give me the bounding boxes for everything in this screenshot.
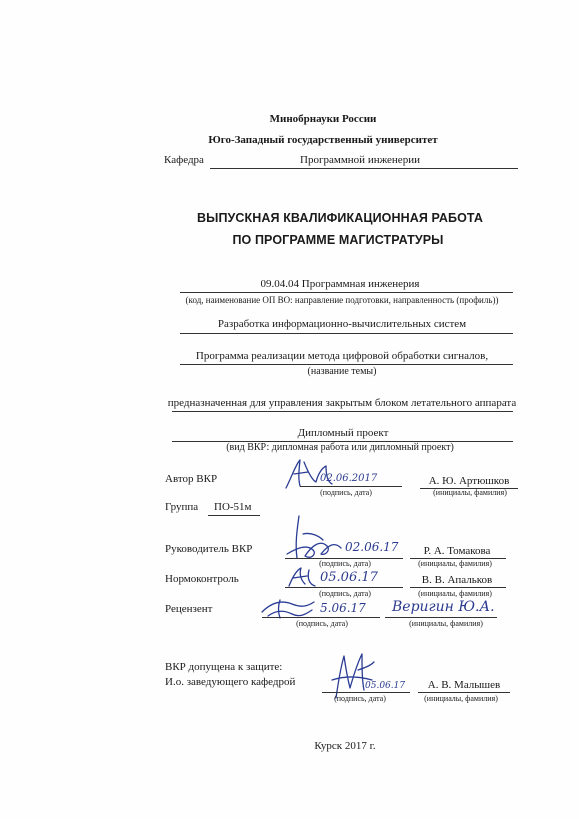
program-code: 09.04.04 Программная инженерия: [260, 278, 420, 290]
admission-line2: И.о. заведующего кафедрой: [165, 676, 296, 688]
program-profile: Разработка информационно-вычислительных систем: [217, 318, 467, 330]
department-value: Программной инженерии: [300, 154, 420, 166]
work-type-value: Дипломный проект: [297, 427, 389, 439]
author-sign-underline: [300, 486, 402, 487]
head-sign-underline: [322, 692, 410, 693]
topic-line2: предназначенная для управления закрытым блоком летательного аппарата: [167, 397, 517, 409]
admission-line1: ВКР допущена к защите:: [165, 661, 283, 673]
profile-underline: [180, 333, 513, 334]
topic-caption: (название темы): [307, 366, 377, 377]
head-name: А. В. Малышев: [427, 679, 501, 691]
normcontrol-name-underline: [410, 587, 506, 588]
normcontrol-name: В. В. Апальков: [421, 574, 493, 586]
city-year: Курск 2017 г.: [314, 740, 376, 752]
reviewer-sign-date: 5.06.17: [320, 601, 366, 615]
normcontrol-label: Нормоконтроль: [165, 573, 239, 585]
supervisor-sign-caption: (подпись, дата): [319, 559, 371, 568]
reviewer-sign-caption: (подпись, дата): [296, 619, 348, 628]
topic-line1: Программа реализации метода цифровой обработки сигналов,: [195, 350, 489, 362]
supervisor-label: Руководитель ВКР: [165, 543, 253, 555]
normcontrol-name-caption: (инициалы, фамилия): [418, 589, 492, 598]
topic-underline: [180, 364, 513, 365]
author-sign-caption: (подпись, дата): [320, 488, 372, 497]
reviewer-sign-underline: [262, 617, 380, 618]
work-title-line2: ПО ПРОГРАММЕ МАГИСТРАТУРЫ: [232, 233, 444, 247]
supervisor-sign-date: 02.06.17: [345, 540, 399, 554]
normcontrol-sign-caption: (подпись, дата): [319, 589, 371, 598]
group-underline: [208, 515, 260, 516]
author-name: А. Ю. Артюшков: [428, 475, 510, 487]
normcontrol-sign-underline: [285, 587, 403, 588]
department-label: Кафедра: [164, 154, 204, 166]
reviewer-name-underline: [385, 617, 497, 618]
supervisor-signature-icon: [283, 514, 345, 562]
department-underline: [210, 168, 518, 169]
supervisor-name-caption: (инициалы, фамилия): [418, 559, 492, 568]
program-caption: (код, наименование ОП ВО: направление подготовки, направленность (профиль)): [185, 295, 499, 305]
head-name-underline: [418, 692, 510, 693]
group-label: Группа: [165, 501, 199, 513]
ministry-name: Минобрнауки России: [269, 113, 377, 125]
author-sign-date: 02.06.2017: [320, 473, 378, 484]
work-type-caption: (вид ВКР: дипломная работа или дипломный проект): [226, 442, 454, 453]
supervisor-name: Р. А. Томакова: [423, 545, 491, 557]
normcontrol-sign-date: 05.06.17: [320, 570, 378, 585]
head-sign-date: 05.06.17: [365, 681, 406, 691]
program-underline: [180, 292, 513, 293]
work-title-line1: ВЫПУСКНАЯ КВАЛИФИКАЦИОННАЯ РАБОТА: [197, 211, 483, 225]
reviewer-name-caption: (инициалы, фамилия): [409, 619, 483, 628]
group-value: ПО-51м: [214, 501, 252, 513]
university-name: Юго-Западный государственный университет: [208, 134, 438, 146]
head-sign-caption: (подпись, дата): [334, 694, 386, 703]
topic-line2-underline: [172, 411, 513, 412]
head-name-caption: (инициалы, фамилия): [424, 694, 498, 703]
reviewer-name: Веригин Ю.А.: [392, 599, 495, 615]
author-label: Автор ВКР: [165, 473, 218, 485]
reviewer-label: Рецензент: [165, 603, 213, 615]
author-name-caption: (инициалы, фамилия): [433, 488, 507, 497]
